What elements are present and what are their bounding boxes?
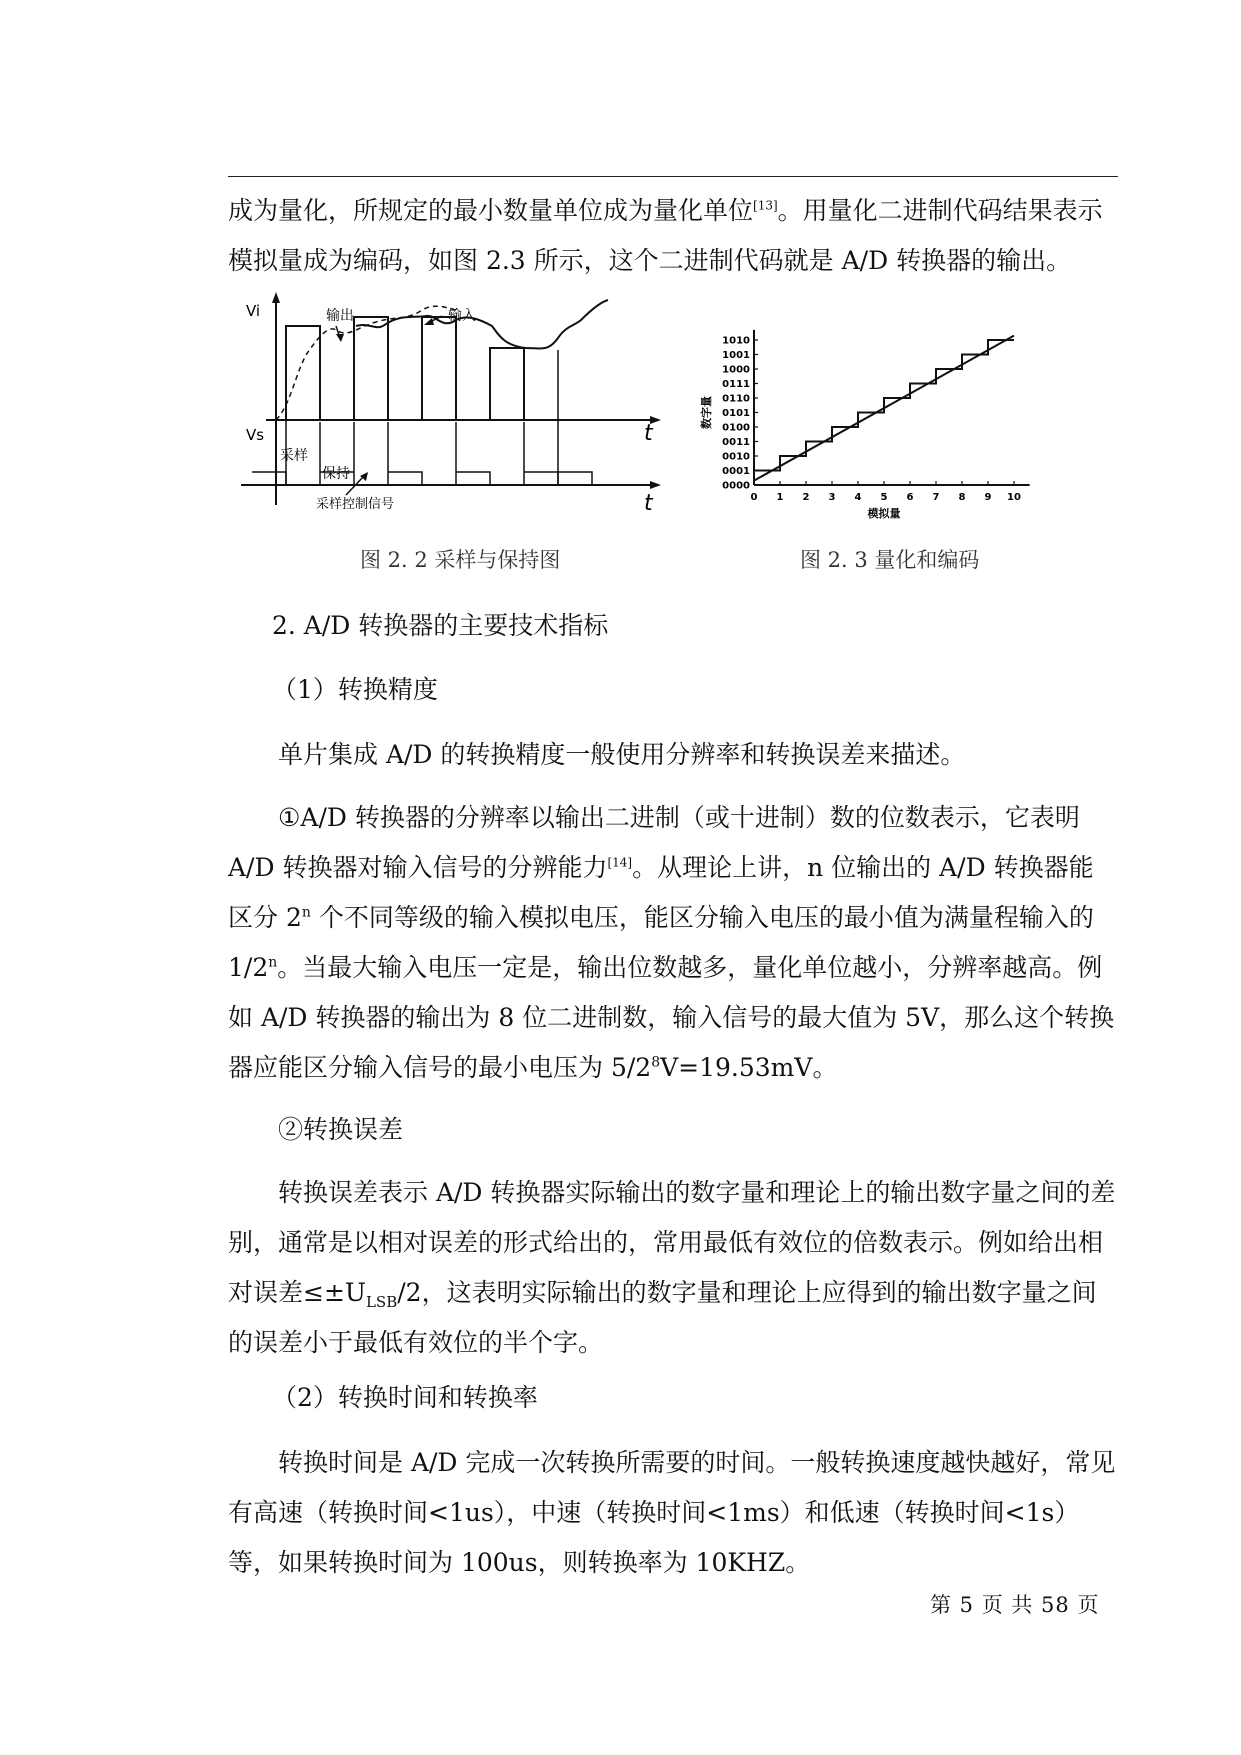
x-tick-label: 0	[750, 492, 758, 503]
citation-14: [14]	[607, 855, 633, 870]
y-tick-label: 0001	[722, 466, 750, 477]
citation-13: [13]	[753, 198, 778, 213]
label-vi: Vi	[246, 302, 261, 320]
quantization-chart	[699, 330, 1030, 520]
paragraph-quantization: 成为量化，所规定的最小数量单位成为量化单位[13]。用量化二进制代码结果表示模拟量成为编码，如图 2.3 所示，这个二进制代码就是 A/D 转换器的输出。	[228, 196, 1103, 275]
label-t-bottom: t	[644, 491, 653, 516]
figure-quantization-encoding	[698, 320, 1058, 540]
x-tick-label: 8	[958, 492, 966, 503]
label-control: 采样控制信号	[316, 497, 395, 512]
label-t-top: t	[644, 421, 653, 446]
y-tick-label: 0101	[722, 408, 750, 419]
x-tick-label: 7	[932, 492, 940, 503]
page-footer: 第 5 页 共 58 页	[930, 1593, 1100, 1617]
paragraph-conversion-error: 转换误差表示 A/D 转换器实际输出的数字量和理论上的输出数字量之间的差别，通常是以相对误差的形式给出的，常用最低有效位的倍数表示。例如给出相对误差$\le\pm U_{LSB}/2$，这表明实际输出的数字量和理论上应得到的输出数字量之间的误差小于最低有效位的半个字。	[228, 1178, 1116, 1357]
y-tick-label: 0100	[722, 422, 750, 434]
y-tick-label: 0110	[722, 393, 750, 405]
heading-conversion-error: ②转换误差	[278, 1115, 404, 1144]
x-axis-title: 模拟量	[867, 507, 901, 520]
y-tick-label: 1001	[722, 350, 750, 361]
y-tick-label: 0011	[722, 437, 750, 448]
y-tick-label: 1010	[722, 335, 750, 347]
x-tick-label: 4	[854, 492, 862, 503]
label-sample: 采样	[280, 448, 308, 464]
heading-conversion-time: （2）转换时间和转换率	[272, 1383, 538, 1412]
y-axis-title: 数字量	[700, 396, 713, 429]
figure-sampling-hold	[236, 290, 666, 520]
label-input: 输入	[448, 308, 476, 324]
paragraph-accuracy-intro: 单片集成 A/D 的转换精度一般使用分辨率和转换误差来描述。	[278, 740, 966, 769]
x-tick-label: 5	[880, 492, 888, 503]
x-tick-label: 2	[802, 492, 810, 503]
y-tick-label: 0111	[722, 379, 750, 390]
x-tick-label: 1	[776, 492, 784, 503]
quantization-staircase	[754, 340, 1014, 471]
x-tick-label: 9	[984, 492, 992, 503]
label-vs: Vs	[246, 426, 265, 444]
caption-figure-2-2: 图 2. 2 采样与保持图	[360, 548, 561, 572]
y-tick-label: 1000	[722, 364, 750, 376]
x-tick-label: 3	[828, 492, 836, 503]
paragraph-conversion-time: 转换时间是 A/D 完成一次转换所需要的时间。一般转换速度越快越好，常见有高速（转换时间<1us），中速（转换时间<1ms）和低速（转换时间<1s）等，如果转换时间为 100us，则转换率为 10KHZ。	[228, 1448, 1116, 1577]
x-tick-label: 10	[1007, 492, 1021, 503]
paragraph-resolution: ①A/D 转换器的分辨率以输出二进制（或十进制）数的位数表示，它表明 A/D 转换器对输入信号的分辨能力[14]。从理论上讲，n 位输出的 A/D 转换器能区分 2$^n$ 个不同等级的输入模拟电压，能区分输入电压的最小值为满量程输入的 1/2$^n$。当最大输入电压一定是，输出位数越多，量化单位越小，分辨率越高。例如 A/D 转换器的输出为 8 位二进制数，输入信号的最大值为 5V，那么这个转换器应能区分输入信号的最小电压为 $5/2^8V=19.53mV$。	[228, 803, 1115, 1082]
header-rule	[228, 176, 1118, 177]
label-output: 输出	[326, 308, 354, 324]
heading-ad-indicators: 2. A/D 转换器的主要技术指标	[272, 611, 609, 640]
label-hold: 保持	[322, 466, 350, 482]
y-tick-label: 0000	[722, 480, 750, 492]
y-tick-label: 0010	[722, 451, 750, 463]
caption-figure-2-3: 图 2. 3 量化和编码	[800, 548, 980, 572]
heading-conversion-accuracy: （1）转换精度	[272, 675, 438, 704]
x-tick-label: 6	[906, 492, 914, 503]
